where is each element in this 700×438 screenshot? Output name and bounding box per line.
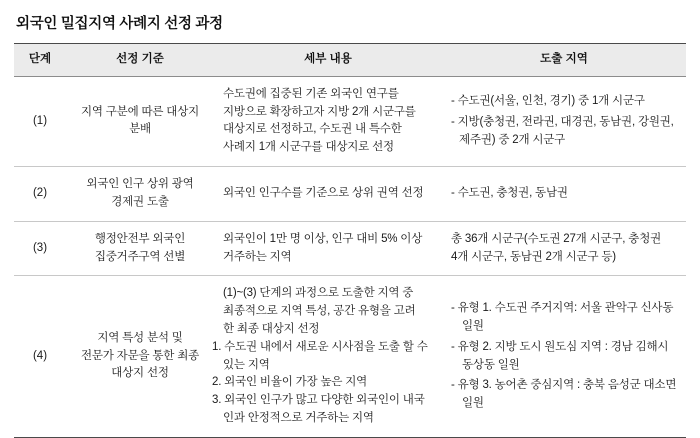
detail-line: 최종적으로 지역 특성, 공간 유형을 고려 <box>223 305 416 318</box>
detail-line: 지방으로 확장하고자 지방 2개 시군구를 <box>223 105 416 118</box>
cell-step: (4) <box>14 276 66 438</box>
criteria-line: 행정안전부 외국인 <box>94 232 186 245</box>
selection-process-table <box>14 43 686 438</box>
region-line: - 지방(충청권, 전라권, 대경권, 동남권, 강원권, <box>451 116 674 129</box>
criteria-line: 분배 <box>129 123 151 136</box>
detail-line: 대상지로 선정하고, 수도권 내 특수한 <box>223 123 402 136</box>
cell-detail <box>214 76 442 166</box>
detail-line: 사례지 1개 시군구를 대상지로 선정 <box>223 141 394 154</box>
region-line: 총 36개 시군구(수도권 27개 시군구, 충청권 <box>451 232 662 245</box>
cell-step: (2) <box>14 167 66 222</box>
detail-line: 한 최종 대상지 선정 <box>223 322 320 335</box>
cell-step: (3) <box>14 221 66 276</box>
column-header-criteria: 선정 기준 <box>66 44 214 77</box>
criteria-line: 전문가 자문을 통한 최종 <box>80 349 200 362</box>
cell-region <box>442 276 686 438</box>
criteria-line: 지역 구분에 따른 대상지 <box>80 105 200 118</box>
cell-criteria <box>66 276 214 438</box>
list-item: 2. 외국인 비율이 가장 높은 지역 <box>212 376 368 389</box>
region-line: 제주권) 중 2개 시군구 <box>459 133 566 146</box>
criteria-line: 지역 특성 분석 및 <box>97 331 183 344</box>
table-row <box>14 221 686 276</box>
page-title: 외국인 밀집지역 사례지 선정 과정 <box>16 16 223 32</box>
criteria-line: 집중거주구역 선별 <box>94 250 186 263</box>
cell-detail <box>214 276 442 438</box>
table-row <box>14 167 686 222</box>
column-header-detail: 세부 내용 <box>214 44 442 77</box>
table-header-row <box>14 44 686 77</box>
list-item: 3. 외국인 인구가 많고 다양한 외국인이 내국인과 안정적으로 거주하는 지역 <box>212 394 425 424</box>
region-line: - 유형 2. 지방 도시 원도심 지역 : 경남 김해시 동상동 일원 <box>451 340 669 371</box>
criteria-line: 경제권 도출 <box>111 195 169 208</box>
region-line: 4개 시군구, 동남권 2개 시군구 등) <box>451 250 616 263</box>
list-item: 1. 수도권 내에서 새로운 시사점을 도출 할 수 있는 지역 <box>212 340 428 371</box>
cell-detail <box>214 221 442 276</box>
column-header-step: 단계 <box>14 44 66 77</box>
detail-line: (1)~(3) 단계의 과정으로 도출한 지역 중 <box>223 287 414 300</box>
detail-line: 수도권에 집중된 기존 외국인 연구를 <box>223 87 399 100</box>
cell-criteria <box>66 76 214 166</box>
cell-detail <box>214 167 442 222</box>
region-line: - 유형 1. 수도권 주거지역: 서울 관악구 신사동 일원 <box>451 302 674 332</box>
cell-region <box>442 221 686 276</box>
detail-line: 외국인 인구수를 기준으로 상위 권역 선정 <box>223 186 424 199</box>
criteria-line: 외국인 인구 상위 광역 <box>86 178 194 191</box>
cell-region <box>442 167 686 222</box>
region-line: - 유형 3. 농어촌 중심지역 : 충북 음성군 대소면 일원 <box>451 379 677 410</box>
detail-line: 거주하는 지역 <box>223 250 292 263</box>
detail-line: 외국인이 1만 명 이상, 인구 대비 5% 이상 <box>223 232 423 245</box>
region-line: - 수도권, 충청권, 동남권 <box>451 186 568 199</box>
region-line: - 수도권(서울, 인천, 경기) 중 1개 시군구 <box>451 95 645 108</box>
table-row <box>14 276 686 438</box>
cell-criteria <box>66 167 214 222</box>
cell-region <box>442 76 686 166</box>
criteria-line: 대상지 선정 <box>111 367 169 380</box>
cell-criteria <box>66 221 214 276</box>
detail-numbered-list <box>212 339 433 428</box>
cell-step: (1) <box>14 76 66 166</box>
table-row <box>14 76 686 166</box>
column-header-region: 도출 지역 <box>442 44 686 77</box>
